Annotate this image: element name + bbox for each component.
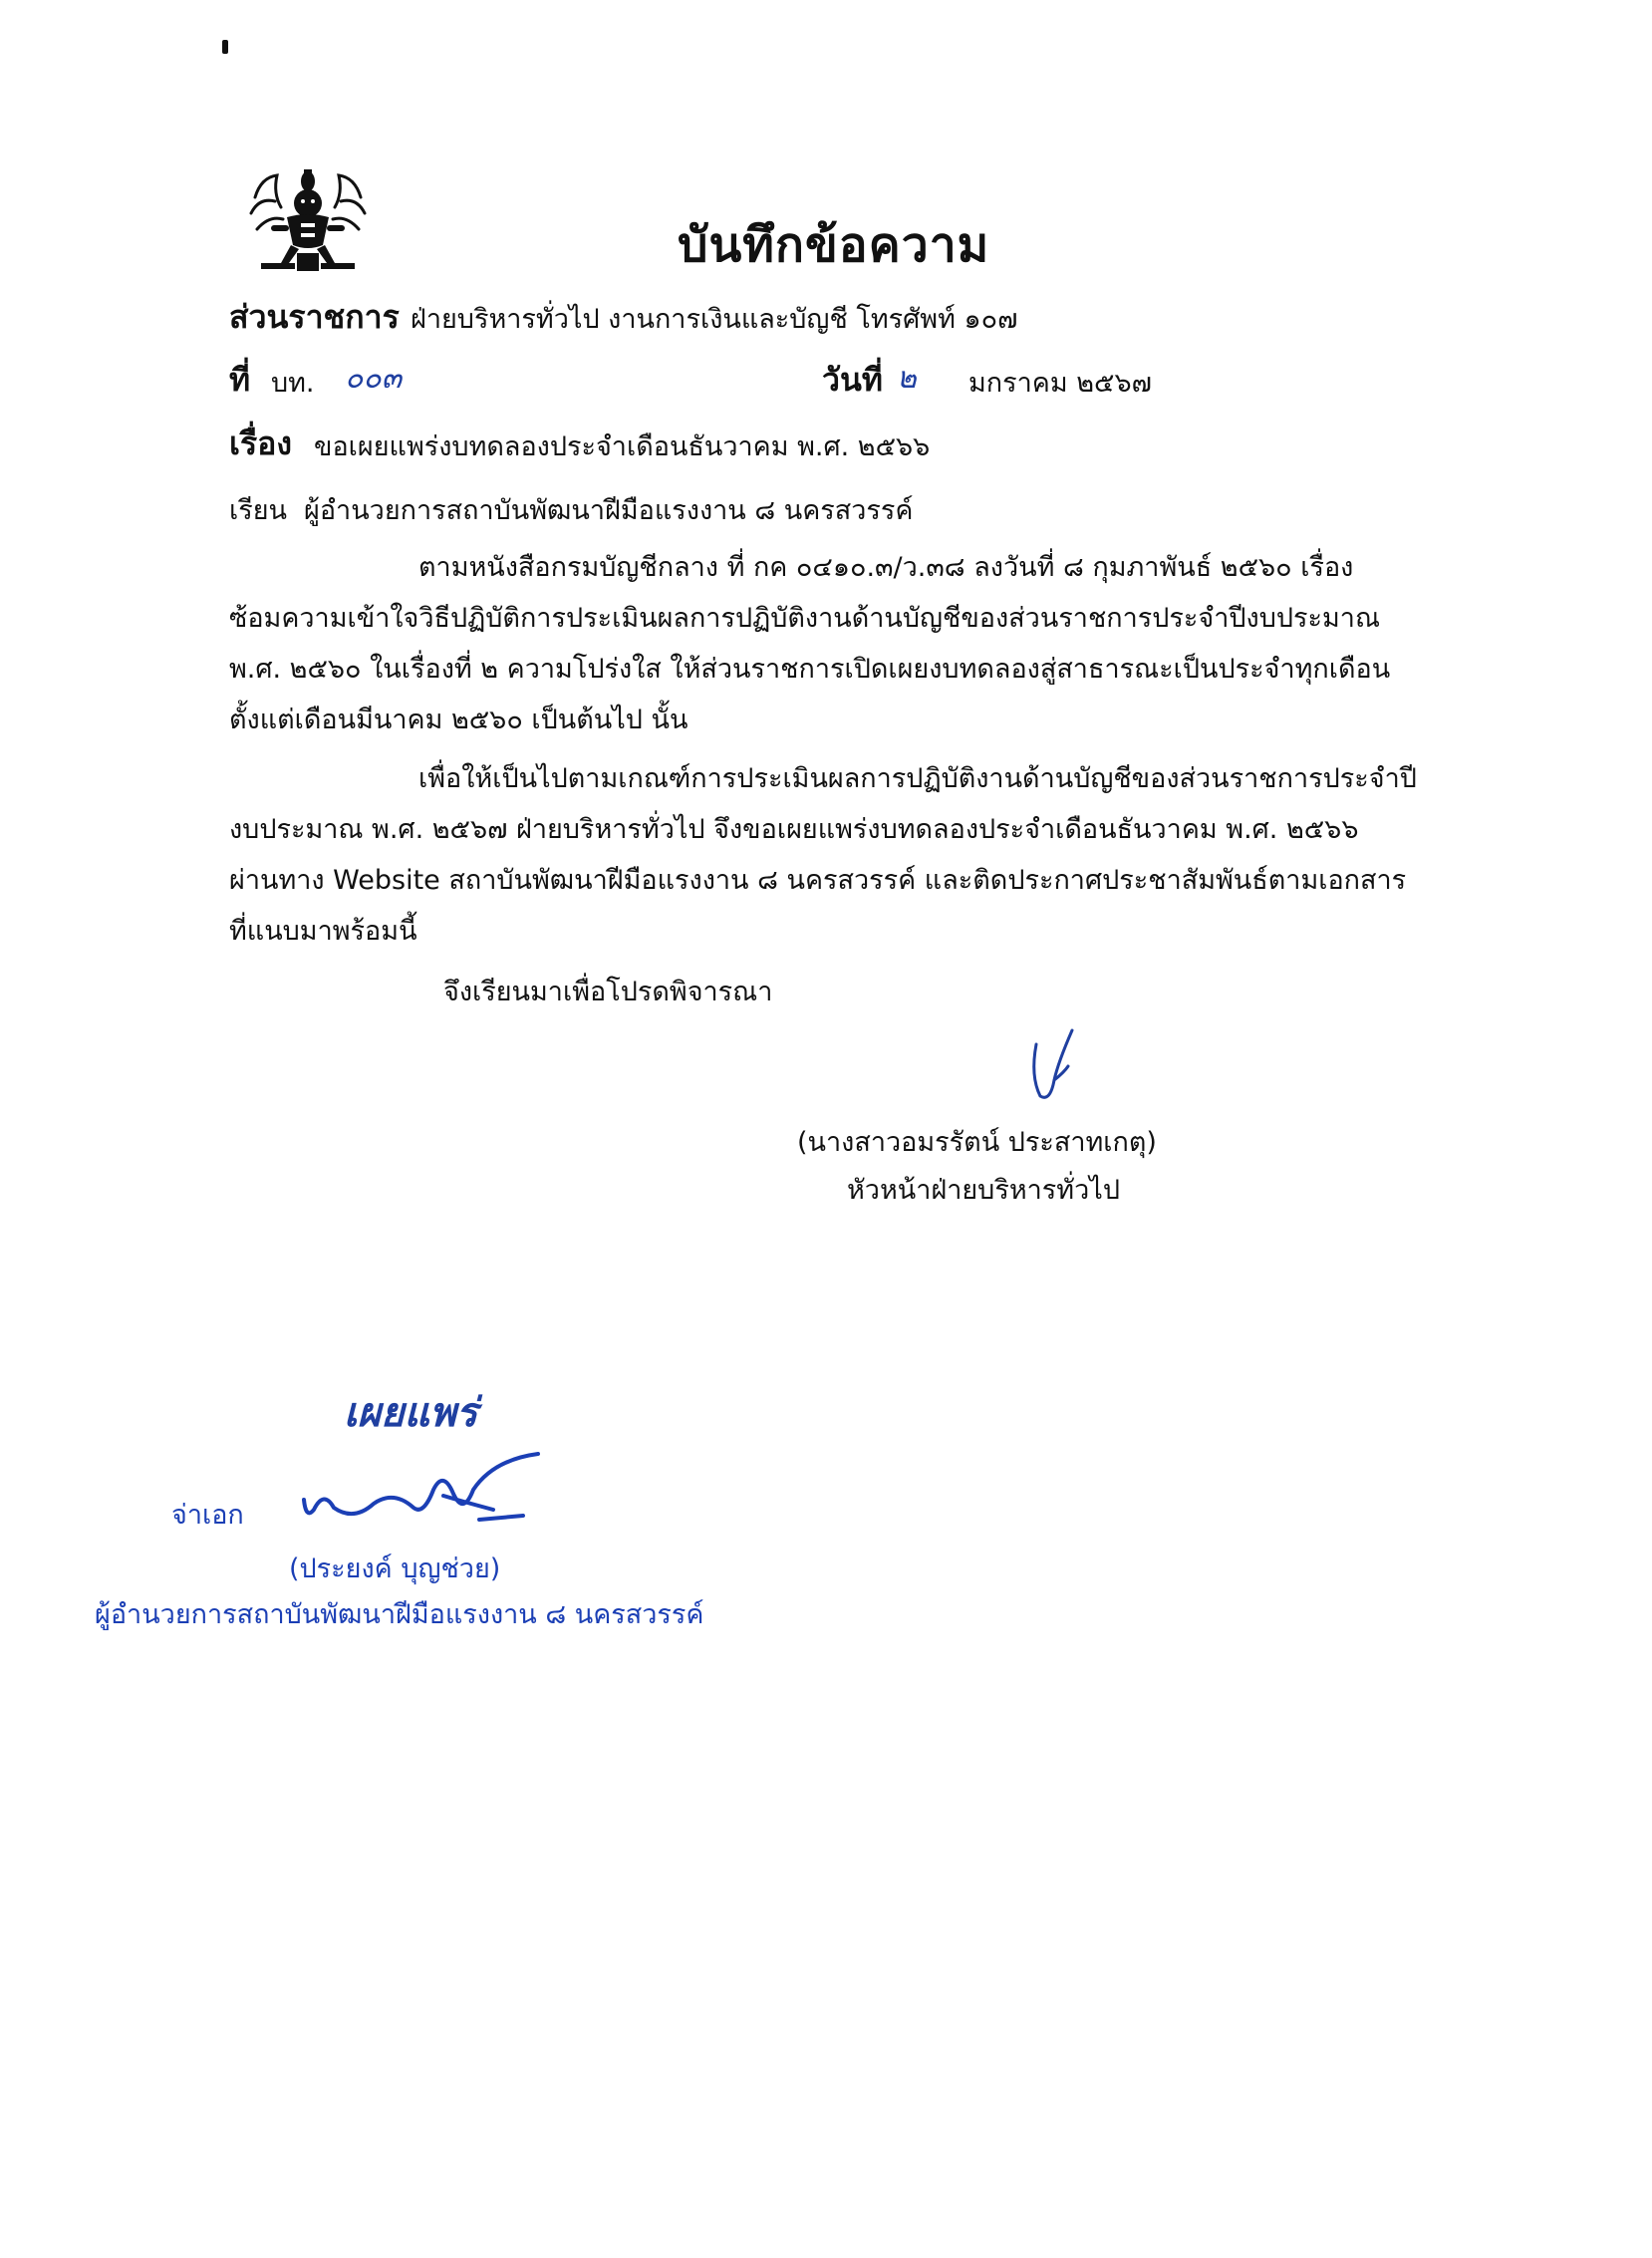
ref-number-handwritten: ๐๐๓	[345, 361, 403, 396]
body-paragraph-2	[229, 753, 1470, 957]
ref-prefix: บท.	[271, 368, 315, 399]
handwritten-publish-note: เผยแพร่	[344, 1389, 478, 1436]
director-signature	[294, 1450, 543, 1530]
body-paragraph-1	[229, 542, 1470, 745]
paragraph-line: ตั้งแต่เดือนมีนาคม ๒๕๖๐ เป็นต้นไป นั้น	[229, 705, 688, 735]
paragraph-line: พ.ศ. ๒๕๖๐ ในเรื่องที่ ๒ ความโปร่งใส ให้ส่วนราชการเปิดเผยงบทดลองสู่สาธารณะเป็นประจำทุกเดือน	[229, 654, 1391, 685]
subject-value: ขอเผยแพร่งบทดลองประจำเดือนธันวาคม พ.ศ. ๒๕๖๖	[314, 431, 931, 462]
paragraph-line: ที่แนบมาพร้อมนี้	[229, 916, 417, 947]
director-name: (ประยงค์ บุญช่วย)	[289, 1553, 501, 1584]
endorsement-prefix: จ่าเอก	[171, 1500, 244, 1531]
signatory-signature	[1016, 1026, 1086, 1106]
agency-value: ฝ่ายบริหารทั่วไป งานการเงินและบัญชี โทรศัพท์ ๑๐๗	[411, 304, 1018, 335]
paragraph-line: งบประมาณ พ.ศ. ๒๕๖๗ ฝ่ายบริหารทั่วไป จึงขอเผยแพร่งบทดลองประจำเดือนธันวาคม พ.ศ. ๒๕๖๖	[229, 814, 1359, 845]
garuda-emblem-icon	[247, 167, 369, 279]
date-day-handwritten: ๒	[897, 361, 917, 396]
date-month-year: มกราคม ๒๕๖๗	[968, 368, 1152, 399]
ref-label: ที่	[229, 361, 251, 399]
to-label: เรียน	[229, 495, 288, 526]
date-label: วันที่	[822, 361, 883, 399]
paragraph-line: ซ้อมความเข้าใจวิธีปฏิบัติการประเมินผลการปฏิบัติงานด้านบัญชีของส่วนราชการประจำปีงบประมาณ	[229, 603, 1381, 634]
paragraph-line: ตามหนังสือกรมบัญชีกลาง ที่ กค ๐๔๑๐.๓/ว.๓๘ ลงวันที่ ๘ กุมภาพันธ์ ๒๕๖๐ เรื่อง	[418, 552, 1354, 583]
paragraph-line: เพื่อให้เป็นไปตามเกณฑ์การประเมินผลการปฏิบัติงานด้านบัญชีของส่วนราชการประจำปี	[418, 763, 1417, 794]
director-position: ผู้อำนวยการสถาบันพัฒนาฝีมือแรงงาน ๘ นครสวรรค์	[95, 1599, 704, 1630]
paragraph-line: ผ่านทาง Website สถาบันพัฒนาฝีมือแรงงาน ๘ นครสวรรค์ และติดประกาศประชาสัมพันธ์ตามเอกสาร	[229, 865, 1407, 896]
closing-line: จึงเรียนมาเพื่อโปรดพิจารณา	[443, 977, 773, 1007]
signatory-name: (นางสาวอมรรัตน์ ประสาทเกตุ)	[797, 1127, 1157, 1158]
scan-speck	[222, 40, 228, 54]
subject-label: เรื่อง	[229, 424, 292, 462]
memo-title: บันทึกข้อความ	[678, 217, 990, 273]
agency-label: ส่วนราชการ	[229, 298, 400, 336]
signatory-position: หัวหน้าฝ่ายบริหารทั่วไป	[847, 1175, 1120, 1206]
to-value: ผู้อำนวยการสถาบันพัฒนาฝีมือแรงงาน ๘ นครสวรรค์	[304, 495, 914, 526]
